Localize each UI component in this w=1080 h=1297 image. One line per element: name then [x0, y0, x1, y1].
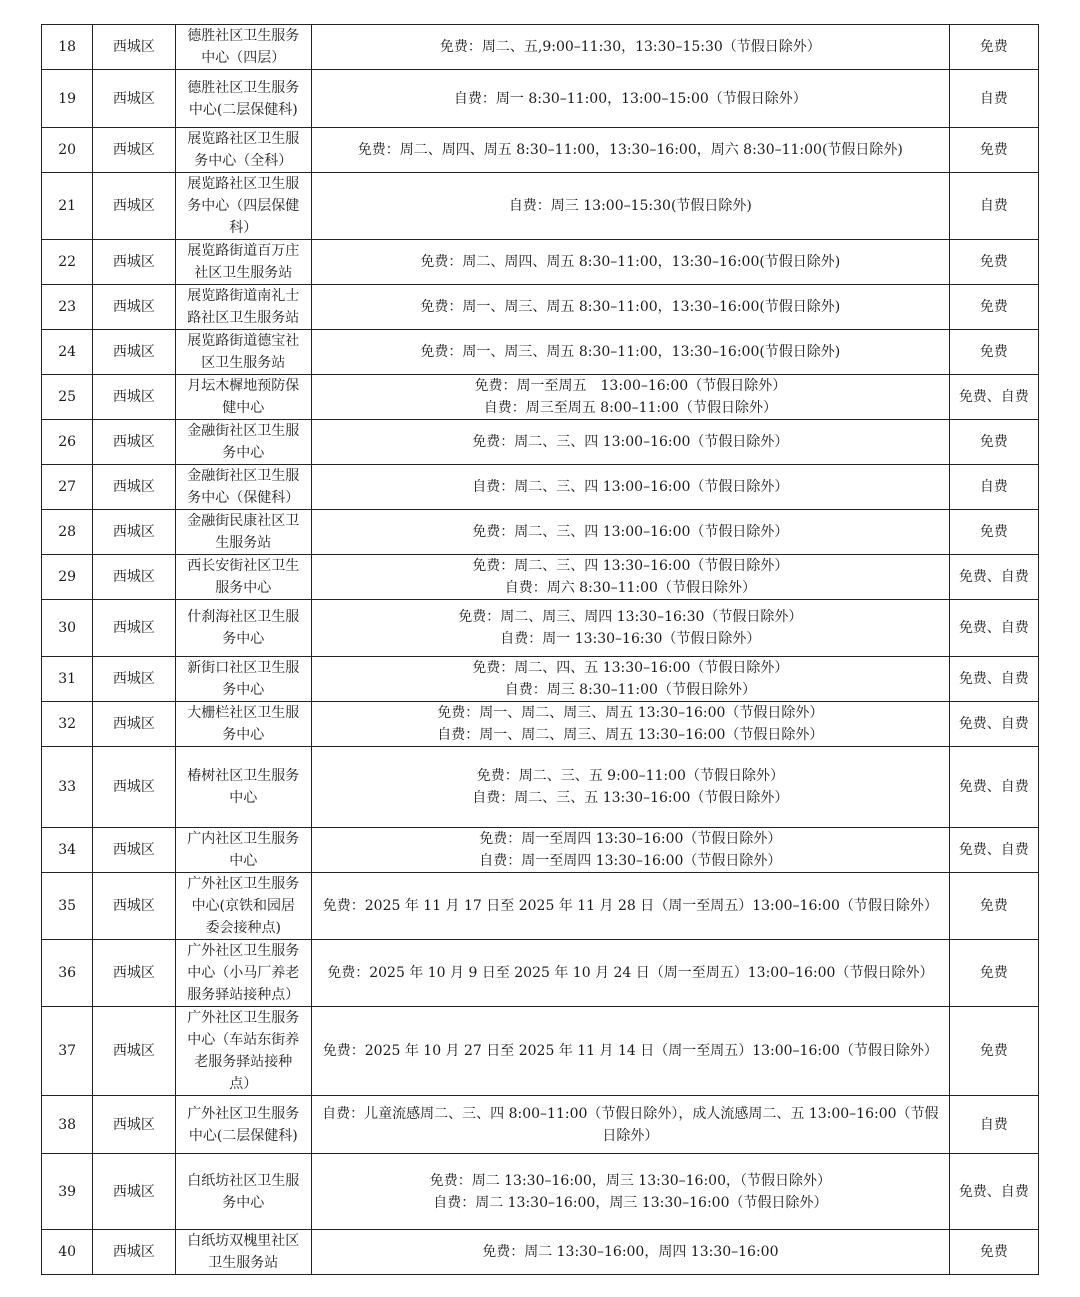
site-name-cell	[175, 1154, 312, 1230]
payment-type-cell: 免费、自费	[949, 747, 1038, 828]
payment-type-cell: 免费	[949, 1230, 1038, 1275]
schedule-cell-line: 自费：周一、周二、周三、周五 13:30–16:00（节假日除外）	[437, 727, 824, 743]
schedule-cell	[312, 173, 950, 240]
site-name-cell-line: 大栅栏社区卫生服	[187, 705, 300, 721]
site-name-cell-line: 中心(二层保健科)	[188, 1127, 298, 1144]
site-name-cell-line: 务中心（全科）	[194, 153, 293, 169]
district-cell: 西城区	[93, 128, 175, 173]
site-name-cell-line: 新街口社区卫生服	[187, 660, 300, 676]
table-row	[42, 702, 1039, 747]
row-number: 26	[42, 420, 93, 465]
site-name-cell	[175, 1096, 312, 1154]
district-cell: 西城区	[93, 285, 175, 330]
table-row	[42, 1154, 1039, 1230]
site-name-cell-line: 中心（车站东街养	[187, 1032, 300, 1048]
site-name-cell-line: 金融街民康社区卫	[187, 513, 300, 529]
site-name-cell-line: 服务中心	[215, 580, 272, 596]
district-cell: 西城区	[93, 1096, 175, 1154]
site-name-cell-line: 委会接种点)	[205, 920, 282, 936]
row-number: 29	[42, 555, 93, 600]
site-name-cell	[175, 657, 312, 702]
site-name-cell	[175, 25, 312, 70]
schedule-cell	[312, 330, 950, 375]
site-name-cell-line: 务中心（保健科）	[187, 490, 300, 506]
site-name-cell	[175, 173, 312, 240]
table-row	[42, 600, 1039, 657]
table-row	[42, 330, 1039, 375]
site-name-cell	[175, 940, 312, 1007]
site-name-cell-line: 展览路街道德宝社	[187, 333, 300, 349]
schedule-cell-line: 免费：周二、周三、周四 13:30–16:30（节假日除外）	[458, 609, 803, 625]
schedule-cell	[312, 555, 950, 600]
schedule-cell-line: 免费：周一、周三、周五 8:30–11:00，13:30–16:00(节假日除外)	[420, 344, 841, 360]
site-name-cell-line: 广外社区卫生服务	[187, 1105, 300, 1122]
site-name-cell	[175, 873, 312, 940]
site-name-cell	[175, 240, 312, 285]
row-number: 30	[42, 600, 93, 657]
site-name-cell	[175, 828, 312, 873]
table-row	[42, 173, 1039, 240]
site-name-cell-line: 广外社区卫生服务	[187, 1010, 300, 1026]
schedule-cell-line: 免费：周二、三、五 9:00–11:00（节假日除外）	[476, 768, 784, 784]
district-cell: 西城区	[93, 600, 175, 657]
table-row	[42, 555, 1039, 600]
site-name-cell-line: 西长安街社区卫生	[187, 558, 300, 574]
schedule-cell	[312, 1154, 950, 1230]
row-number: 25	[42, 375, 93, 420]
payment-type-cell: 自费	[949, 70, 1038, 128]
row-number: 18	[42, 25, 93, 70]
site-name-cell-line: 展览路社区卫生服	[187, 176, 300, 192]
schedule-cell-line: 免费：周一、周三、周五 8:30–11:00，13:30–16:00(节假日除外)	[420, 299, 841, 315]
schedule-cell-line: 自费：周三至周五 8:00–11:00（节假日除外）	[483, 400, 777, 416]
schedule-cell-line: 免费：周二 13:30–16:00，周四 13:30–16:00	[482, 1244, 779, 1260]
schedule-cell	[312, 1230, 950, 1275]
schedule-cell-line: 自费：周三 8:30–11:00（节假日除外）	[504, 682, 756, 698]
schedule-cell	[312, 285, 950, 330]
district-cell: 西城区	[93, 25, 175, 70]
site-name-cell-line: 中心(二层保健科)	[188, 101, 298, 118]
table-row	[42, 510, 1039, 555]
payment-type-cell: 免费、自费	[949, 828, 1038, 873]
site-name-cell-line: 务中心	[222, 727, 265, 743]
table-row	[42, 657, 1039, 702]
schedule-cell-line: 自费：儿童流感周二、三、四 8:00–11:00（节假日除外），成人流感周二、五 13:00–16:00（节假	[322, 1105, 939, 1122]
site-name-cell-line: 务中心	[222, 682, 265, 698]
row-number: 39	[42, 1154, 93, 1230]
site-name-cell	[175, 128, 312, 173]
district-cell: 西城区	[93, 173, 175, 240]
site-name-cell-line: 务中心	[222, 445, 265, 461]
district-cell: 西城区	[93, 747, 175, 828]
payment-type-cell: 免费	[949, 510, 1038, 555]
site-name-cell-line: 德胜社区卫生服务	[187, 79, 300, 96]
table-row	[42, 747, 1039, 828]
site-name-cell	[175, 600, 312, 657]
schedule-cell-line: 自费：周二、三、四 13:00–16:00（节假日除外）	[472, 479, 789, 495]
schedule-cell-line: 免费：周二、周四、周五 8:30–11:00，13:30–16:00，周六 8:30–11:00(节假日除外)	[357, 142, 903, 158]
schedule-cell-line: 免费：2025 年 10 月 9 日至 2025 年 10 月 24 日（周一至周五）13:00–16:00（节假日除外）	[327, 965, 934, 981]
schedule-cell	[312, 1096, 950, 1154]
table-row	[42, 420, 1039, 465]
table-row	[42, 240, 1039, 285]
district-cell: 西城区	[93, 70, 175, 128]
site-name-cell	[175, 420, 312, 465]
district-cell: 西城区	[93, 873, 175, 940]
site-name-cell-line: 老服务驿站接种	[194, 1054, 293, 1070]
site-name-cell-line: 椿树社区卫生服务	[187, 768, 300, 784]
site-name-cell	[175, 375, 312, 420]
row-number: 19	[42, 70, 93, 128]
site-name-cell-line: 点）	[229, 1076, 258, 1092]
site-name-cell-line: 中心(京铁和园居	[191, 898, 296, 914]
schedule-cell-line: 自费：周一 13:30–16:30（节假日除外）	[500, 631, 761, 647]
table-row	[42, 1096, 1039, 1154]
payment-type-cell: 免费	[949, 285, 1038, 330]
site-name-cell-line: 广外社区卫生服务	[187, 876, 300, 892]
site-name-cell	[175, 747, 312, 828]
site-name-cell-line: 路社区卫生服务站	[187, 310, 300, 326]
district-cell: 西城区	[93, 240, 175, 285]
row-number: 31	[42, 657, 93, 702]
payment-type-cell: 免费	[949, 940, 1038, 1007]
payment-type-cell: 免费、自费	[949, 657, 1038, 702]
district-cell: 西城区	[93, 555, 175, 600]
site-name-cell-line: 金融街社区卫生服	[187, 423, 300, 439]
site-name-cell	[175, 465, 312, 510]
site-name-cell	[175, 330, 312, 375]
site-name-cell	[175, 1230, 312, 1275]
payment-type-cell: 免费	[949, 240, 1038, 285]
schedule-cell-line: 免费：周二、五,9:00–11:30，13:30–15:30（节假日除外）	[439, 39, 821, 55]
site-name-cell-line: 务中心	[222, 631, 265, 647]
site-name-cell	[175, 70, 312, 128]
table-row	[42, 873, 1039, 940]
district-cell: 西城区	[93, 1154, 175, 1230]
site-name-cell-line: 什刹海社区卫生服	[187, 609, 300, 625]
schedule-cell-line: 免费：周二、三、四 13:00–16:00（节假日除外）	[472, 434, 789, 450]
schedule-cell	[312, 600, 950, 657]
site-name-cell-line: 中心	[229, 853, 258, 869]
site-name-cell-line: 中心	[229, 790, 258, 806]
table-row	[42, 828, 1039, 873]
table-row	[42, 25, 1039, 70]
table-row	[42, 1007, 1039, 1096]
schedule-cell-line: 自费：周一 8:30–11:00，13:00–15:00（节假日除外）	[453, 90, 807, 107]
site-name-cell-line: 务中心	[222, 1194, 265, 1211]
site-name-cell	[175, 285, 312, 330]
site-name-cell-line: 生服务站	[215, 535, 272, 551]
district-cell: 西城区	[93, 465, 175, 510]
site-name-cell-line: 科）	[229, 220, 258, 236]
schedule-cell	[312, 1007, 950, 1096]
schedule-cell	[312, 465, 950, 510]
schedule-cell	[312, 128, 950, 173]
site-name-cell	[175, 555, 312, 600]
schedule-cell	[312, 940, 950, 1007]
schedule-cell	[312, 702, 950, 747]
district-cell: 西城区	[93, 828, 175, 873]
payment-type-cell: 免费、自费	[949, 702, 1038, 747]
row-number: 38	[42, 1096, 93, 1154]
site-name-cell-line: 健中心	[222, 400, 265, 416]
payment-type-cell: 免费、自费	[949, 555, 1038, 600]
site-name-cell-line: 社区卫生服务站	[194, 265, 293, 281]
site-name-cell-line: 德胜社区卫生服务	[187, 28, 300, 44]
schedule-cell-line: 免费：2025 年 10 月 27 日至 2025 年 11 月 14 日（周一至周五）13:00–16:00（节假日除外）	[322, 1043, 938, 1059]
payment-type-cell: 自费	[949, 465, 1038, 510]
payment-type-cell: 免费	[949, 128, 1038, 173]
schedule-cell	[312, 375, 950, 420]
district-cell: 西城区	[93, 420, 175, 465]
schedule-cell	[312, 70, 950, 128]
row-number: 22	[42, 240, 93, 285]
payment-type-cell: 免费	[949, 1007, 1038, 1096]
table-row	[42, 1230, 1039, 1275]
site-name-cell-line: 中心（小马厂养老	[187, 965, 300, 981]
table-row	[42, 285, 1039, 330]
site-name-cell-line: 展览路社区卫生服	[187, 131, 300, 147]
site-name-cell-line: 展览路街道百万庄	[187, 243, 300, 259]
schedule-cell-line: 免费：周二、四、五 13:30–16:00（节假日除外）	[472, 660, 789, 676]
payment-type-cell: 免费、自费	[949, 600, 1038, 657]
row-number: 27	[42, 465, 93, 510]
row-number: 32	[42, 702, 93, 747]
district-cell: 西城区	[93, 510, 175, 555]
table-row	[42, 375, 1039, 420]
row-number: 28	[42, 510, 93, 555]
schedule-cell-line: 日除外）	[602, 1127, 659, 1144]
payment-type-cell: 自费	[949, 173, 1038, 240]
schedule-cell-line: 免费：周二、周四、周五 8:30–11:00，13:30–16:00(节假日除外)	[420, 254, 841, 270]
payment-type-cell: 自费	[949, 1096, 1038, 1154]
site-name-cell-line: 白纸坊双槐里社区	[187, 1233, 300, 1249]
site-name-cell	[175, 510, 312, 555]
payment-type-cell: 免费	[949, 420, 1038, 465]
site-name-cell-line: 展览路街道南礼士	[187, 288, 300, 304]
row-number: 34	[42, 828, 93, 873]
payment-type-cell: 免费	[949, 330, 1038, 375]
district-cell: 西城区	[93, 702, 175, 747]
payment-type-cell: 免费、自费	[949, 1154, 1038, 1230]
table-row	[42, 70, 1039, 128]
schedule-cell-line: 免费：周一至周五 13:00–16:00（节假日除外）	[474, 378, 787, 394]
table-body	[42, 25, 1039, 1275]
district-cell: 西城区	[93, 940, 175, 1007]
site-name-cell-line: 白纸坊社区卫生服	[187, 1172, 300, 1189]
payment-type-cell: 免费	[949, 25, 1038, 70]
table-row	[42, 128, 1039, 173]
district-cell: 西城区	[93, 1007, 175, 1096]
site-name-cell-line: 卫生服务站	[208, 1255, 279, 1271]
site-name-cell	[175, 1007, 312, 1096]
row-number: 35	[42, 873, 93, 940]
table-row	[42, 940, 1039, 1007]
schedule-cell-line: 免费：周一至周四 13:30–16:00（节假日除外）	[479, 831, 782, 847]
row-number: 24	[42, 330, 93, 375]
row-number: 37	[42, 1007, 93, 1096]
payment-type-cell: 免费、自费	[949, 375, 1038, 420]
district-cell: 西城区	[93, 657, 175, 702]
row-number: 21	[42, 173, 93, 240]
schedule-cell	[312, 510, 950, 555]
schedule-cell-line: 免费：周二、三、四 13:00–16:00（节假日除外）	[472, 524, 789, 540]
schedule-cell	[312, 420, 950, 465]
district-cell: 西城区	[93, 1230, 175, 1275]
site-name-cell-line: 中心（四层）	[201, 50, 286, 66]
schedule-cell	[312, 828, 950, 873]
schedule-cell-line: 自费：周二 13:30–16:00，周三 13:30–16:00（节假日除外）	[433, 1194, 828, 1211]
site-name-cell-line: 务中心（四层保健	[187, 198, 300, 214]
schedule-cell-line: 免费：周二 13:30–16:00，周三 13:30–16:00，（节假日除外）	[429, 1172, 831, 1189]
schedule-cell-line: 自费：周二、三、五 13:30–16:00（节假日除外）	[472, 790, 789, 806]
site-name-cell-line: 广外社区卫生服务	[187, 943, 300, 959]
schedule-cell	[312, 240, 950, 285]
schedule-cell-line: 免费：2025 年 11 月 17 日至 2025 年 11 月 28 日（周一至周五）13:00–16:00（节假日除外）	[322, 898, 938, 914]
schedule-cell	[312, 657, 950, 702]
district-cell: 西城区	[93, 375, 175, 420]
site-name-cell-line: 月坛木樨地预防保	[187, 378, 300, 394]
row-number: 40	[42, 1230, 93, 1275]
payment-type-cell: 免费	[949, 873, 1038, 940]
row-number: 36	[42, 940, 93, 1007]
schedule-cell	[312, 873, 950, 940]
row-number: 20	[42, 128, 93, 173]
site-name-cell	[175, 702, 312, 747]
schedule-cell	[312, 25, 950, 70]
row-number: 33	[42, 747, 93, 828]
schedule-cell-line: 免费：周一、周二、周三、周五 13:30–16:00（节假日除外）	[437, 705, 824, 721]
schedule-cell-line: 自费：周六 8:30–11:00（节假日除外）	[504, 580, 756, 596]
table-row	[42, 465, 1039, 510]
vaccination-schedule-table	[41, 24, 1039, 1275]
site-name-cell-line: 金融街社区卫生服	[187, 468, 300, 484]
row-number: 23	[42, 285, 93, 330]
schedule-cell	[312, 747, 950, 828]
schedule-cell-line: 自费：周三 13:00–15:30(节假日除外)	[508, 198, 752, 214]
site-name-cell-line: 广内社区卫生服务	[187, 831, 300, 847]
schedule-cell-line: 免费：周二、三、四 13:30–16:00（节假日除外）	[472, 558, 789, 574]
site-name-cell-line: 服务驿站接种点）	[187, 987, 300, 1003]
site-name-cell-line: 区卫生服务站	[201, 355, 286, 371]
district-cell: 西城区	[93, 330, 175, 375]
schedule-cell-line: 自费：周一至周四 13:30–16:00（节假日除外）	[479, 853, 782, 869]
